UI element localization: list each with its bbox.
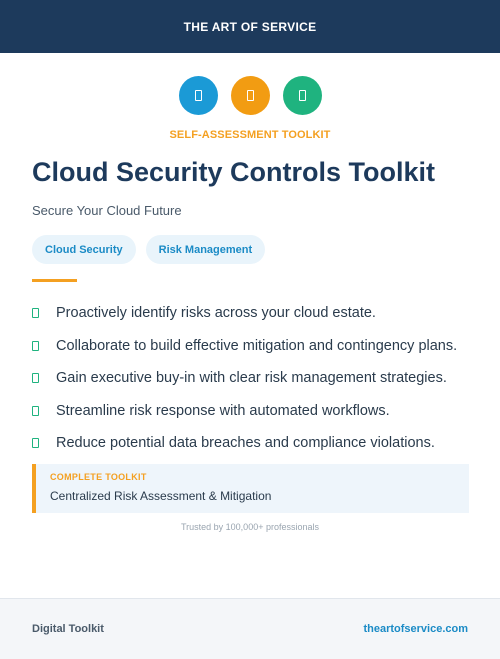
callout-text: Centralized Risk Assessment & Mitigation [50, 489, 272, 503]
benefit-item [32, 427, 492, 460]
document-glyph [195, 90, 202, 101]
kicker-label: SELF-ASSESSMENT TOOLKIT [169, 129, 331, 141]
document-icon [32, 406, 39, 416]
benefit-list [32, 297, 492, 460]
document-glyph [247, 90, 254, 101]
tag-cloud-security: Cloud Security [32, 235, 136, 264]
benefit-item [32, 395, 492, 428]
footer-label: Digital Toolkit [32, 623, 104, 635]
benefit-text: Proactively identify risks across your cloud estate. [56, 305, 376, 322]
trust-statement: Trusted by 100,000+ professionals [180, 522, 319, 532]
benefit-item [32, 330, 492, 363]
benefit-item [32, 362, 492, 395]
document-icon [32, 373, 39, 383]
benefit-text: Gain executive buy-in with clear risk management strategies. [56, 370, 447, 387]
complete-toolkit-callout [32, 464, 469, 513]
benefit-text: Collaborate to build effective mitigation and contingency plans. [56, 337, 458, 354]
brand-title: THE ART OF SERVICE [183, 19, 317, 34]
accent-divider [32, 279, 77, 282]
document-icon [32, 341, 39, 351]
page-subtitle: Secure Your Cloud Future [32, 203, 182, 218]
document-icon [231, 76, 270, 115]
benefit-text: Streamline risk response with automated workflows. [56, 402, 390, 419]
document-icon [283, 76, 322, 115]
callout-label: COMPLETE TOOLKIT [50, 472, 147, 482]
icon-row [0, 76, 500, 115]
top-banner [0, 0, 500, 53]
website-link[interactable]: theartofservice.com [363, 623, 468, 635]
benefit-item [32, 297, 492, 330]
document-icon [179, 76, 218, 115]
tag-list [32, 235, 265, 264]
tag-risk-management: Risk Management [146, 235, 266, 264]
document-icon [32, 438, 39, 448]
document-glyph [299, 90, 306, 101]
footer [0, 598, 500, 659]
page-title: Cloud Security Controls Toolkit [32, 157, 436, 187]
document-icon [32, 308, 39, 318]
benefit-text: Reduce potential data breaches and compliance violations. [56, 435, 435, 452]
